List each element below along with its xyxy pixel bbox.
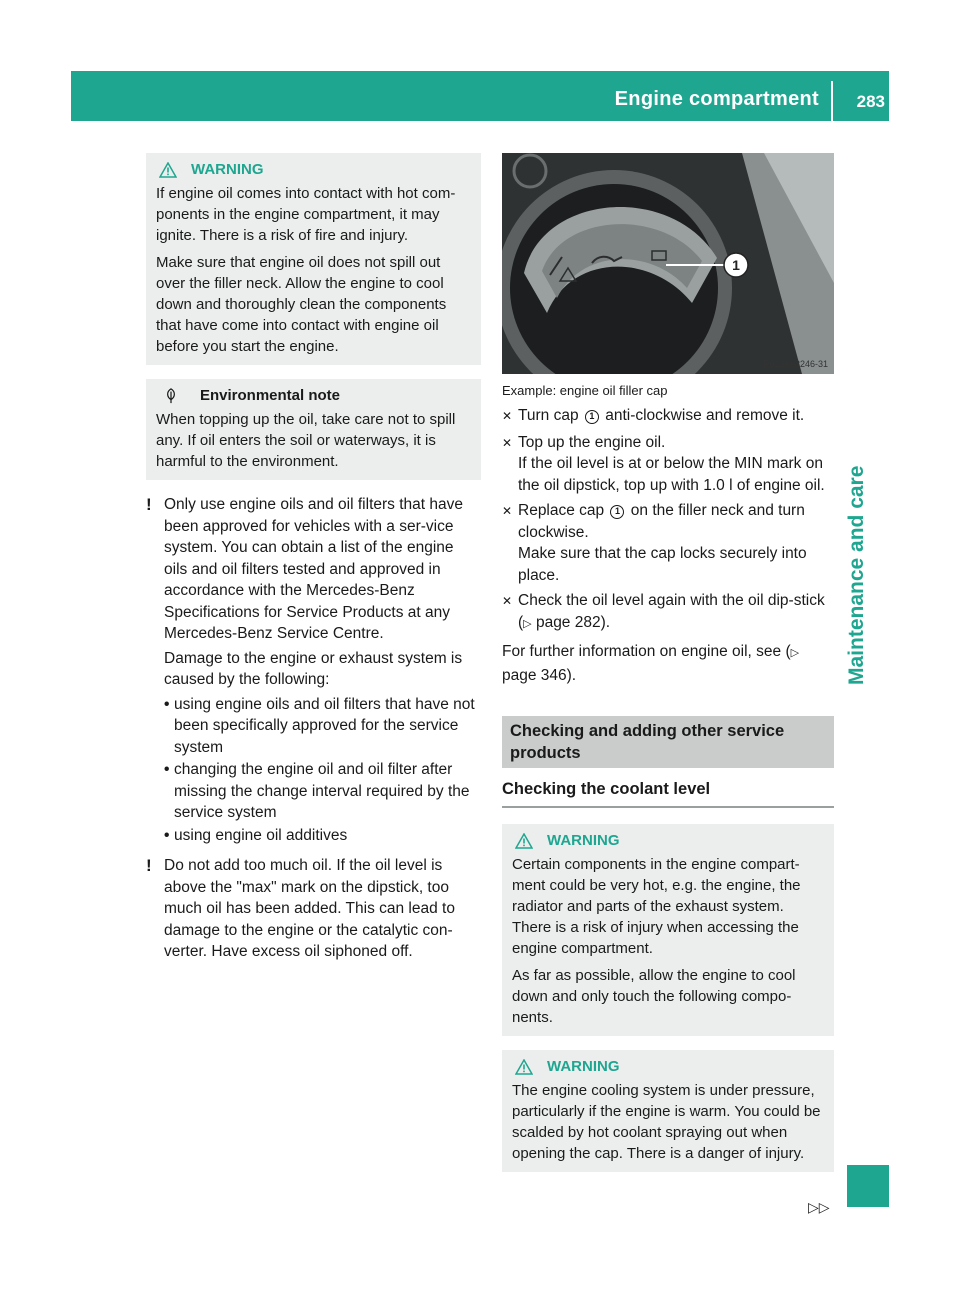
notice-too-much-oil [146,855,481,966]
warning-text: Make sure that engine oil does not spill out over the filler neck. Allow the engine to cool down and thoroughly clean the components that have come into contact with engine oil before you start the engine. [156,254,447,355]
further-info-text: For further information on engine oil, see (▷ page 346). [502,643,800,684]
step-item: ✕ Turn cap 1 anti-clockwise and remove it. [502,405,834,428]
warning-title: WARNING [547,1058,620,1075]
header-bar [71,71,889,121]
notice-text: Only use engine oils and oil filters that have been approved for vehicles with a ser-vice system. You can obtain a list of the engine oils and oil filters tested and approved in accordance with the Mercedes-Benz Specifications for Service Products at any Mercedes-Benz Service Centre. [164,496,463,642]
warning-box-hot-components [502,824,834,1036]
notice-text: Damage to the engine or exhaust system is caused by the following: [164,649,463,688]
photo-code: P01.00-3246-31 [763,359,828,369]
notice-exclamation-icon: ! [146,856,152,875]
continued-mark: ▷▷ [808,1199,830,1215]
environmental-note-heading [156,385,473,407]
warning-text: If engine oil comes into contact with hot com-ponents in the engine compartment, it may ignite. There is a risk of fire and injury. [156,185,456,244]
step-item: ✕ Top up the engine oil. If the oil level is at or below the MIN mark on the oil dipstick, top up with 1.0 l of engine oil. [502,432,834,497]
page-number: 283 [856,92,885,111]
warning-title: WARNING [191,161,264,178]
warning-triangle-icon [159,162,177,178]
page-ref-link[interactable]: page 346). [502,666,577,684]
bullet-icon: • [164,826,170,844]
bullet-icon: • [164,761,170,778]
list-item: • using engine oils and oil filters that have not been specifically approved for the service system [164,694,481,759]
page-ref-link[interactable]: page 282). [531,613,611,631]
step-item: ✕ Check the oil level again with the oil dip-stick (▷ page 282). [502,590,834,635]
warning-text: The engine cooling system is under pressure, particularly if the engine is warm. You could be scalded by hot coolant spraying out when opening the cap. There is a danger of injury. [512,1082,821,1162]
leaf-bulb-icon [162,388,180,404]
notice-approved-oils [146,494,481,847]
warning-heading [512,830,826,852]
environmental-note-box [146,379,481,480]
warning-title: WARNING [547,832,620,849]
callout-number: 1 [732,257,740,273]
callout-number: 1 [585,410,599,424]
warning-text: Certain components in the engine compart-ment could be very hot, e.g. the engine, the radiator and parts of the exhaust system. There is a risk of injury when accessing the engine compartment. [512,856,801,957]
step-arrow-icon: ✕ [502,435,513,450]
header-divider [831,81,833,121]
section-heading: Checking and adding other service products [502,716,834,768]
oil-filler-cap-photo [502,153,834,374]
photo-caption: Example: engine oil filler cap [502,383,668,398]
callout-number: 1 [610,505,624,519]
environmental-note-title: Environmental note [200,387,341,404]
list-item: • changing the engine oil and oil filter after missing the change interval required by the service system [164,759,481,824]
right-column [502,153,834,1172]
subsection-heading: Checking the coolant level [502,768,834,808]
notice-text: Do not add too much oil. If the oil level is above the "max" mark on the dipstick, too much oil has been added. This can lead to damage to the engine or the catalytic con-verter. Have excess oil siphoned off. [164,857,455,960]
warning-triangle-icon [515,833,533,849]
side-section-label [837,385,877,685]
step-item: ✕ Replace cap 1 on the filler neck and turn clockwise. Make sure that the cap locks securely into place. [502,500,834,586]
side-tab-block [847,1165,889,1207]
step-arrow-icon: ✕ [502,504,513,518]
list-item: • using engine oil additives [164,825,481,847]
page-ref-icon: ▷ [790,647,800,659]
step-arrow-icon: ✕ [502,594,513,608]
left-column [146,153,481,968]
environmental-note-text: When topping up the oil, take care not to spill any. If oil enters the soil or waterways, it is harmful to the environment. [156,411,456,470]
oil-filler-cap-illustration [502,153,834,374]
notice-exclamation-icon: ! [146,495,152,514]
page-title: Engine compartment [614,88,819,110]
side-section-text: Maintenance and care [845,465,868,685]
step-arrow-icon: ✕ [502,409,513,423]
bullet-icon: • [164,695,170,713]
warning-heading [512,1056,826,1078]
warning-box-oil-fire [146,153,481,365]
warning-triangle-icon [515,1059,533,1075]
warning-text: As far as possible, allow the engine to cool down and only touch the following compo-nents. [512,967,796,1026]
warning-heading [156,159,473,181]
page-ref-icon: ▷ [523,617,532,630]
warning-box-cooling-pressure [502,1050,834,1172]
